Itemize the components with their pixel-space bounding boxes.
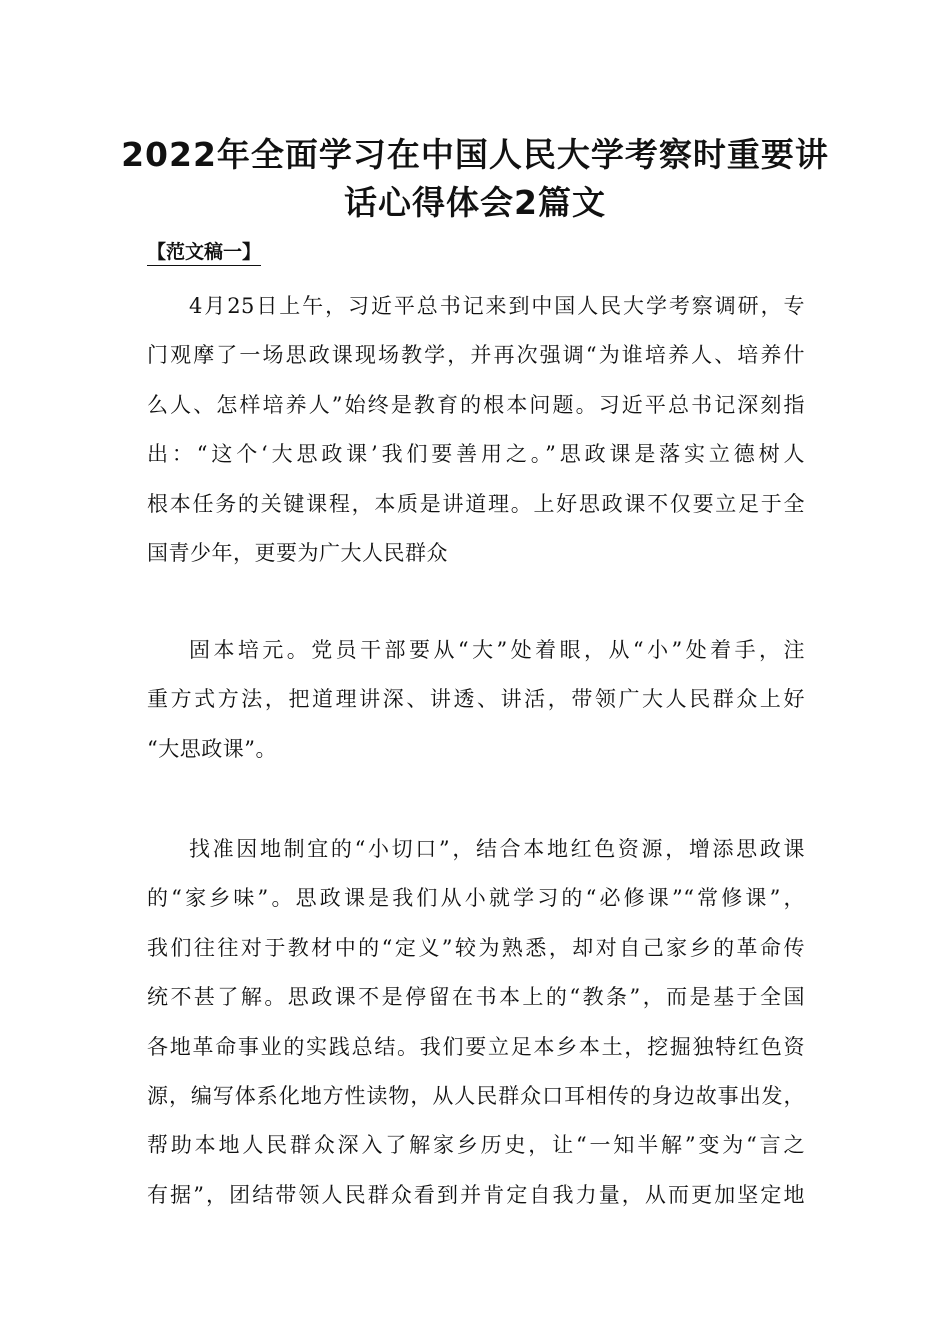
paragraph-line: 找准因地制宜的“小切口”，结合本地红色资源，增添思政课 [189, 837, 805, 861]
paragraph-line: 固本培元。党员干部要从“大”处着眼，从“小”处着手，注 [189, 638, 805, 662]
paragraph-line: 门观摩了一场思政课现场教学，并再次强调“为谁培养人、培养什 [147, 343, 805, 368]
paragraph-line: 帮助本地人民群众深入了解家乡历史，让“一知半解”变为“言之 [147, 1133, 805, 1158]
paragraph-1 [147, 282, 805, 578]
paragraph-line: 的“家乡味”。思政课是我们从小就学习的“必修课”“常修课”， [147, 886, 805, 911]
paragraph-line: 重方式方法，把道理讲深、讲透、讲活，带领广大人民群众上好 [147, 687, 805, 712]
paragraph-line: 根本任务的关键课程，本质是讲道理。上好思政课不仅要立足于全 [147, 491, 805, 516]
paragraph-line: “大思政课”。 [147, 736, 277, 761]
paragraph-line: 国青少年，更要为广大人民群众 [147, 540, 448, 565]
document-title-line-2: 话心得体会2篇文 [344, 183, 606, 222]
paragraph-2 [147, 626, 805, 774]
paragraph-line: 统不甚了解。思政课不是停留在书本上的“教条”，而是基于全国 [147, 985, 805, 1010]
paragraph-line: 么人、怎样培养人”始终是教育的根本问题。习近平总书记深刻指 [147, 392, 805, 417]
section-label: 【范文稿一】 [147, 239, 261, 266]
paragraph-line: 各地革命事业的实践总结。我们要立足本乡本土，挖掘独特红色资 [147, 1034, 805, 1059]
paragraph-line: 我们往往对于教材中的“定义”较为熟悉，却对自己家乡的革命传 [147, 935, 805, 960]
document-title-line-1: 2022年全面学习在中国人民大学考察时重要讲 [121, 135, 829, 174]
paragraph-line: 有据”，团结带领人民群众看到并肯定自我力量，从而更加坚定地 [147, 1182, 805, 1207]
paragraph-line: 源，编写体系化地方性读物，从人民群众口耳相传的身边故事出发， [147, 1083, 805, 1108]
paragraph-line: 4月25日上午，习近平总书记来到中国人民大学考察调研，专 [189, 294, 805, 318]
paragraph-3 [147, 825, 805, 1220]
paragraph-line: 出：“这个‘大思政课’我们要善用之。”思政课是落实立德树人 [147, 442, 805, 467]
